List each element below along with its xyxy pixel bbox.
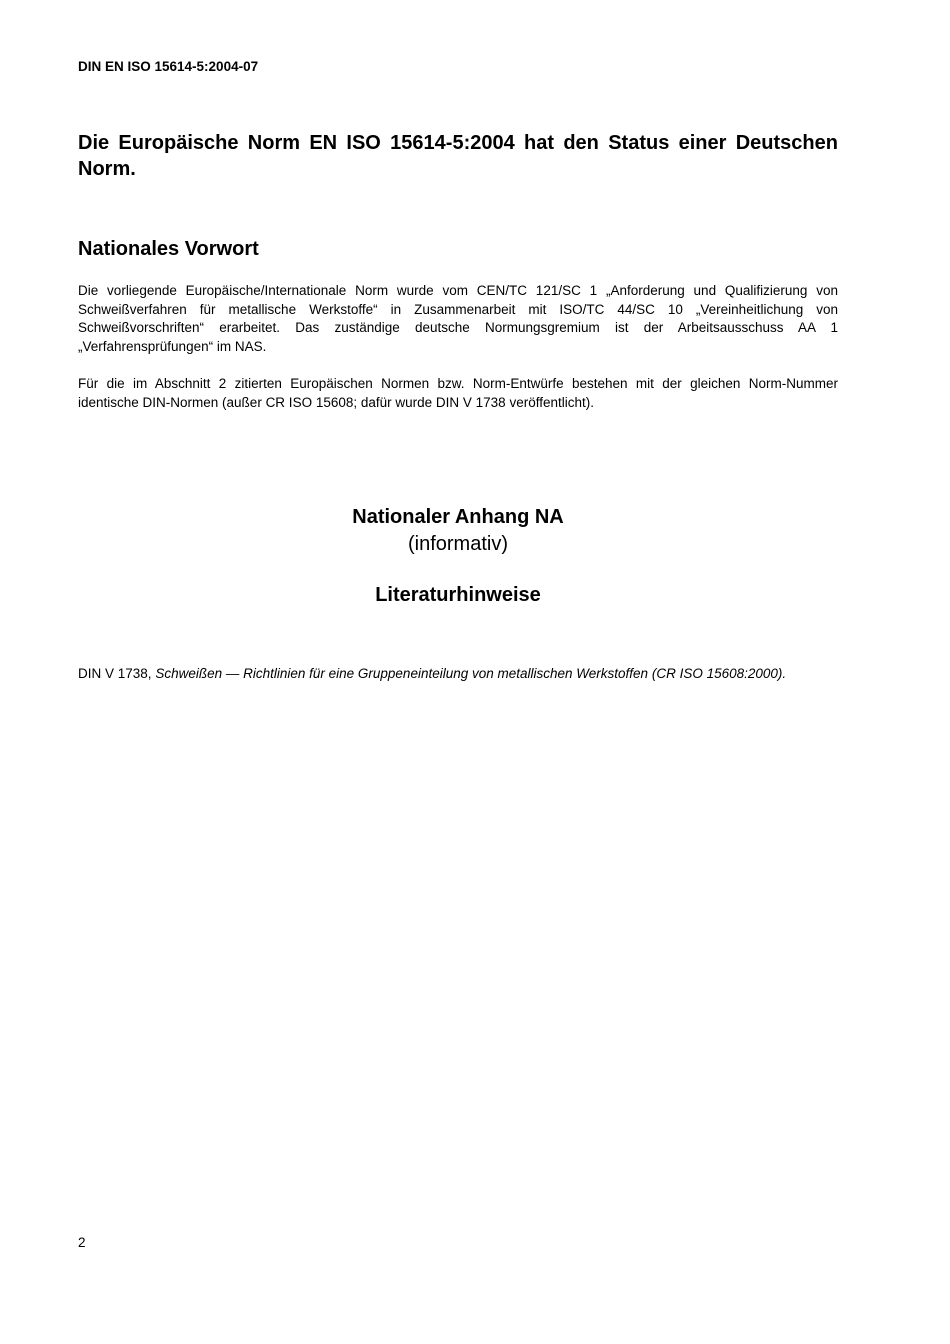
reference-number: DIN V 1738, <box>78 666 152 681</box>
foreword-paragraph: Für die im Abschnitt 2 zitierten Europäischen Normen bzw. Norm-Entwürfe bestehen mit der gleichen Norm-Nummer identische DIN-Normen (außer CR ISO 15608; dafür wurde DIN V 1738 veröffentlicht). <box>78 376 838 410</box>
reference-title: Schweißen — Richtlinien für eine Gruppeneinteilung von metallischen Werkstoffen (CR ISO 15608:2000). <box>155 666 787 681</box>
page-number: 2 <box>78 1235 86 1250</box>
annex-title: Nationaler Anhang NA <box>352 506 564 528</box>
document-header-id: DIN EN ISO 15614-5:2004-07 <box>78 59 259 74</box>
bibliography-heading: Literaturhinweise <box>375 584 541 606</box>
status-statement: Die Europäische Norm EN ISO 15614-5:2004 hat den Status einer Deutschen Norm. <box>78 132 838 180</box>
bibliography-reference <box>78 665 838 684</box>
annex-subtitle: (informativ) <box>407 533 508 555</box>
national-foreword-heading: Nationales Vorwort <box>78 238 259 260</box>
foreword-paragraph: Die vorliegende Europäische/Internationale Norm wurde vom CEN/TC 121/SC 1 „Anforderung und Qualifizierung von Schweißverfahren für metallische Werkstoffe“ in Zusammenarbeit mit ISO/TC 44/SC 10 „Vereinheitlichung von Schweißvorschriften“ erarbeitet. Das zuständige deutsche Normungsgremium ist der Arbeitsausschuss AA 1 „Verfahrensprüfungen“ im NAS. <box>78 283 838 354</box>
